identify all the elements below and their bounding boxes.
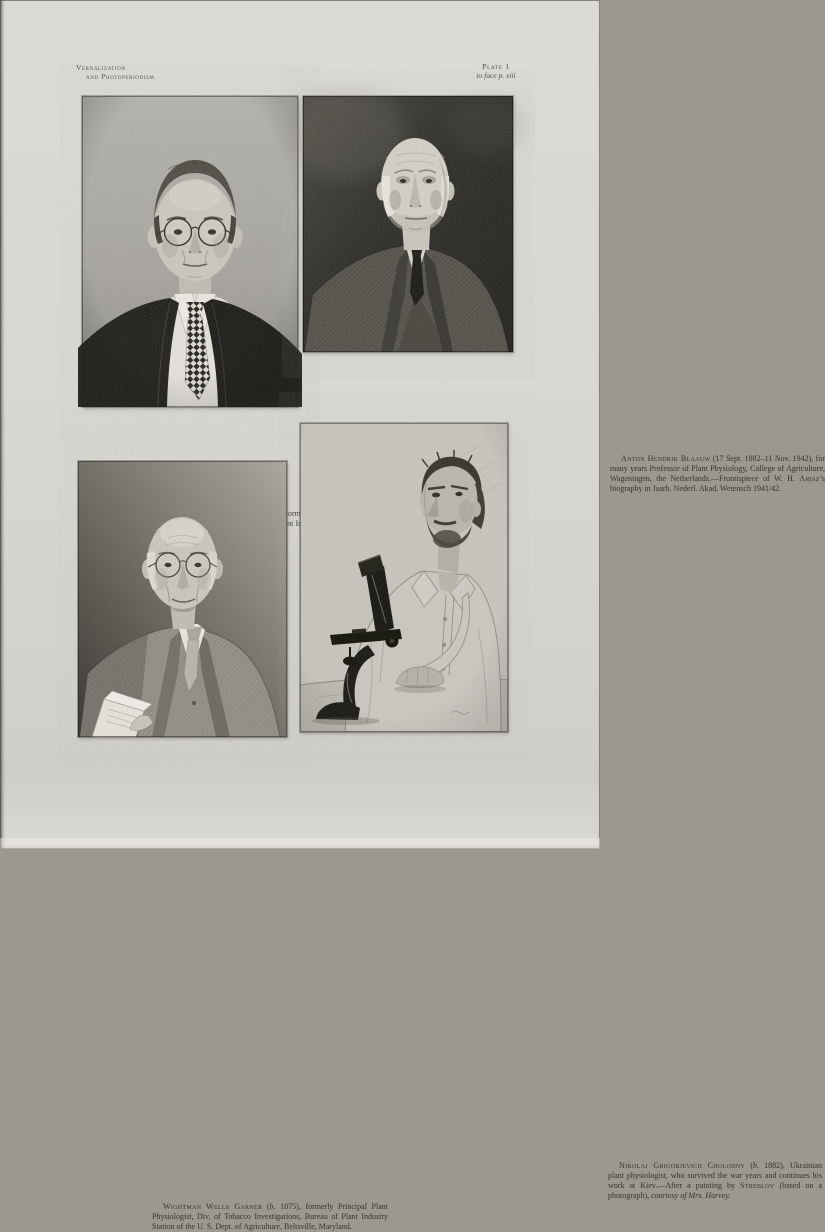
cholodny-streblov-name: Streblov bbox=[740, 1181, 775, 1190]
figure-blaauw bbox=[303, 96, 825, 493]
running-title-line2: and Photoperiodism bbox=[86, 72, 155, 81]
cholodny-caption-rest1: 1882), Ukrainian plant physiologist, who survived the war years and continues his work at Kiev.—After a painting by bbox=[608, 1161, 823, 1190]
cholodny-caption bbox=[608, 1161, 822, 1201]
blaauw-caption-text: (17 Sept. 1882–11 Nov. 1942), for many years Professor of Plant Physiology, College of Agriculture, Wageningen, the Netherlands.—Frontispiece of W. H. bbox=[610, 454, 825, 483]
cholodny-born-abbrev: b. bbox=[752, 1161, 759, 1170]
blaauw-arisz-name: Arisz bbox=[799, 474, 820, 483]
running-title-line1: Vernalization bbox=[76, 63, 126, 72]
plate-facing-note: to face p. xiii bbox=[476, 71, 516, 80]
running-title bbox=[76, 63, 154, 81]
cholodny-caption-rest2: (based on a photograph), bbox=[608, 1181, 822, 1200]
allard-portrait-photo bbox=[82, 96, 298, 407]
garner-name: Wightman Wells Garner bbox=[163, 1202, 263, 1211]
garner-caption-rest: 1875), formerly Principal Plant Physiologist, Div. of Tobacco Investigations, Bureau of Plant Industry Station of the U. S. Dept. of Agriculture, Beltsville, Maryland. bbox=[152, 1202, 388, 1231]
cholodny-courtesy-note: courtesy of Mrs. Harvey. bbox=[651, 1191, 731, 1200]
figure-garner bbox=[78, 461, 388, 1231]
garner-born-abbrev: b. bbox=[269, 1202, 276, 1211]
blaauw-caption bbox=[610, 454, 825, 494]
cholodny-name: Nikolaj Grigorjevich Cholodny bbox=[619, 1161, 746, 1170]
scan-bottom-edge bbox=[0, 838, 600, 849]
plate-label: Plate 1 bbox=[482, 62, 510, 71]
blaauw-name: Anton Hendrik Blaauw bbox=[621, 454, 711, 463]
cholodny-caption-text: ( bbox=[745, 1161, 753, 1170]
blaauw-portrait-photo bbox=[303, 96, 513, 352]
figure-allard bbox=[82, 96, 314, 518]
plate-heading bbox=[448, 62, 544, 80]
cholodny-portrait-painting bbox=[300, 423, 508, 732]
garner-caption-text: ( bbox=[262, 1202, 270, 1211]
allard-caption-rest: formerly bbox=[285, 509, 314, 518]
garner-caption bbox=[152, 1202, 388, 1232]
garner-portrait-photo bbox=[78, 461, 287, 737]
blaauw-caption-rest: ’s biography in Jaarb. Nederl. Akad. Wetensch 1941/42. bbox=[610, 474, 825, 493]
